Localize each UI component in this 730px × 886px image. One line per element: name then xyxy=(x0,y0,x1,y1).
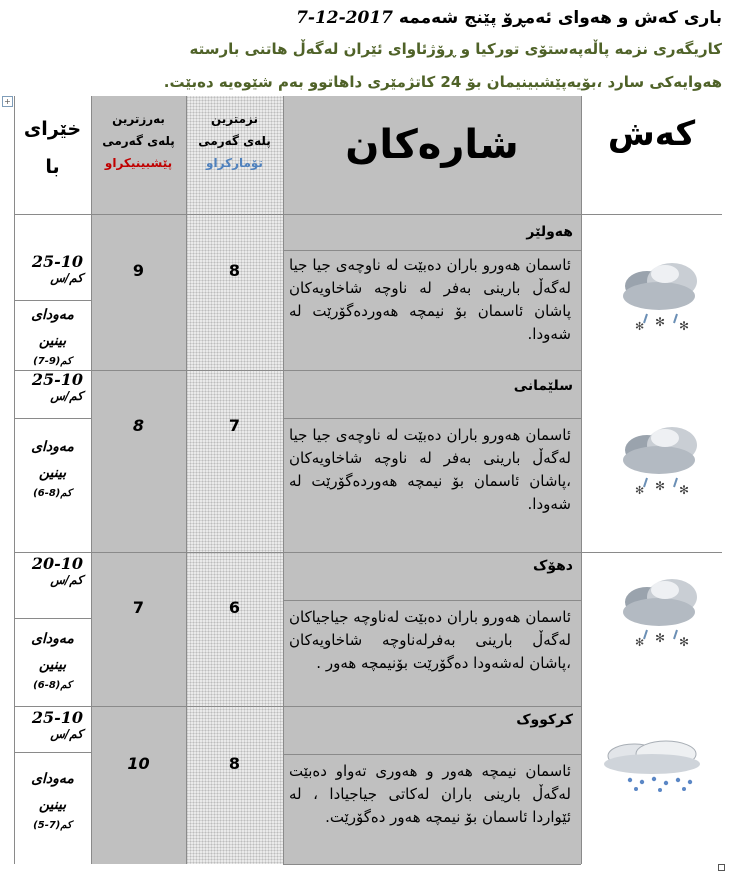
svg-text:✻: ✻ xyxy=(655,631,666,645)
wind-header-line-1: خێرای xyxy=(23,118,82,140)
table-move-handle-icon[interactable]: + xyxy=(2,96,13,107)
forecast-description: ئاسمان هەورو باران دەبێت لەناوچە جیاجیاکان لەگەڵ بارینی بەفرلەناوچە شاخاویەکان ،پاشان لەشەودا دەگۆرێت بۆنیمچە هەور . xyxy=(289,608,571,672)
max-header-line-3: پێشبینیکراو xyxy=(104,156,173,170)
forecast-table xyxy=(14,96,722,864)
min-temp-column-bg xyxy=(186,96,283,864)
city-name: کرکووک xyxy=(516,712,573,728)
min-temp-value: 8 xyxy=(228,754,241,773)
wind-speed-cell xyxy=(14,554,91,587)
grid-line xyxy=(283,754,581,755)
page-title xyxy=(0,8,722,28)
min-temp-value: 6 xyxy=(228,598,241,617)
wind-speed-value: 25-10 xyxy=(31,708,83,727)
visibility-value: (5-7)کم xyxy=(33,820,72,831)
visibility-label: مەودای xyxy=(31,307,74,323)
max-header-line-2: پلەی گەرمی xyxy=(102,134,175,148)
min-header-line-1: نزمترین xyxy=(210,112,259,126)
max-header-line-1: بەرزترین xyxy=(112,112,165,126)
grid-line xyxy=(14,552,722,553)
max-temp-header xyxy=(91,108,186,174)
wind-speed-unit: کم/س xyxy=(50,573,83,587)
forecast-description: ئاسمان نیمچە هەور و هەوری تەواو دەبێت لەگەڵ بارینی باران لەکاتی جیاجیادا ، لە ئێواردا ئاسمان بۆ نیمچە هەور دەگۆرێت. xyxy=(289,762,571,826)
visibility-label: بینین xyxy=(38,657,67,673)
forecast-description: ئاسمان هەورو باران دەبێت لە ناوچەی جیا جیا لەگەڵ بارینی بەفر لە ناوچە شاخاویەکان پاشان ئاسمان بۆ نیمچە هەوردەگۆرێت لە شەودا. xyxy=(289,256,571,343)
grid-line xyxy=(91,96,92,864)
wind-speed-value: 20-10 xyxy=(31,554,83,573)
visibility-cell xyxy=(14,626,91,694)
svg-text:✻: ✻ xyxy=(655,315,666,329)
min-header-line-3: تۆمارکراو xyxy=(206,156,263,170)
max-temp-value: 7 xyxy=(132,598,145,617)
grid-line xyxy=(283,418,581,419)
grid-line xyxy=(14,214,722,215)
grid-line xyxy=(14,418,91,419)
visibility-value: (6-8)کم xyxy=(33,488,72,499)
wind-speed-header xyxy=(14,110,91,186)
wind-speed-cell xyxy=(14,708,91,741)
weather-header: کەش xyxy=(607,114,696,154)
title-date: 7-12-2017 xyxy=(296,8,393,28)
wind-speed-unit: کم/س xyxy=(50,271,83,285)
grid-line xyxy=(14,300,91,301)
cities-header: شارەکان xyxy=(345,122,519,168)
wind-speed-unit: کم/س xyxy=(50,389,83,403)
visibility-label: مەودای xyxy=(31,771,74,787)
forecast-description: ئاسمان هەورو باران دەبێت لە ناوچەی جیا جیا لەگەڵ بارینی بەفر لە ناوچە شاخاویەکان ،پاشان ئاسمان بۆ نیمچە هەوردەگۆرێت لە شەودا. xyxy=(289,426,571,513)
svg-text:✻: ✻ xyxy=(635,484,645,497)
visibility-label: مەودای xyxy=(31,439,74,455)
wind-speed-unit: کم/س xyxy=(50,727,83,741)
visibility-value: (6-8)کم xyxy=(33,680,72,691)
svg-text:✻: ✻ xyxy=(655,479,666,493)
city-name: هەولێر xyxy=(526,224,573,240)
min-header-line-2: پلەی گەرمی xyxy=(198,134,271,148)
wind-speed-value: 25-10 xyxy=(31,252,83,271)
wind-speed-value: 25-10 xyxy=(31,370,83,389)
summary-line-2: هەوایەکی سارد ،بۆیەپێشبینیمان بۆ 24 کاتژمێری داهاتوو بەم شێوەیە دەبێت. xyxy=(163,73,722,91)
visibility-label: بینین xyxy=(38,333,67,349)
visibility-label: مەودای xyxy=(31,631,74,647)
paragraph-mark-icon xyxy=(718,864,725,871)
grid-line xyxy=(14,618,91,619)
grid-line xyxy=(581,96,582,864)
svg-text:✻: ✻ xyxy=(679,483,690,497)
min-temp-header xyxy=(186,108,283,174)
cloud-rain-icon xyxy=(594,736,714,796)
title-text: باری کەش و هەوای ئەمڕۆ پێنج شەممە xyxy=(398,8,722,28)
svg-text:✻: ✻ xyxy=(635,636,645,649)
city-name: دهۆک xyxy=(532,558,573,574)
min-temp-value: 7 xyxy=(228,416,241,435)
cloud-rain-snow-icon xyxy=(617,256,707,336)
wind-header-line-2: با xyxy=(45,156,60,178)
grid-line xyxy=(186,96,187,864)
wind-speed-cell xyxy=(14,370,91,403)
max-temp-value: 9 xyxy=(132,261,145,280)
visibility-cell xyxy=(14,434,91,502)
max-temp-value: 8 xyxy=(132,416,145,435)
summary-line-1: کاریگەری نزمە پاڵەپەستۆی تورکیا و ڕۆژئاوای ئێران لەگەڵ هاتنی بارستە xyxy=(189,40,722,58)
visibility-label: بینین xyxy=(38,465,67,481)
svg-text:✻: ✻ xyxy=(635,320,645,333)
wind-speed-cell xyxy=(14,252,91,285)
city-name: سلێمانی xyxy=(513,378,573,394)
grid-line xyxy=(14,752,91,753)
min-temp-value: 8 xyxy=(228,261,241,280)
grid-line xyxy=(283,600,581,601)
svg-text:✻: ✻ xyxy=(679,635,690,649)
grid-line xyxy=(283,864,581,865)
grid-line xyxy=(14,370,581,371)
visibility-cell xyxy=(14,766,91,834)
cloud-rain-snow-icon xyxy=(617,572,707,652)
max-temp-value: 10 xyxy=(127,754,150,773)
cloud-rain-snow-icon xyxy=(617,420,707,500)
visibility-label: بینین xyxy=(38,797,67,813)
svg-text:✻: ✻ xyxy=(679,319,690,333)
visibility-value: (7-9)کم xyxy=(33,356,72,367)
visibility-cell xyxy=(14,302,91,370)
